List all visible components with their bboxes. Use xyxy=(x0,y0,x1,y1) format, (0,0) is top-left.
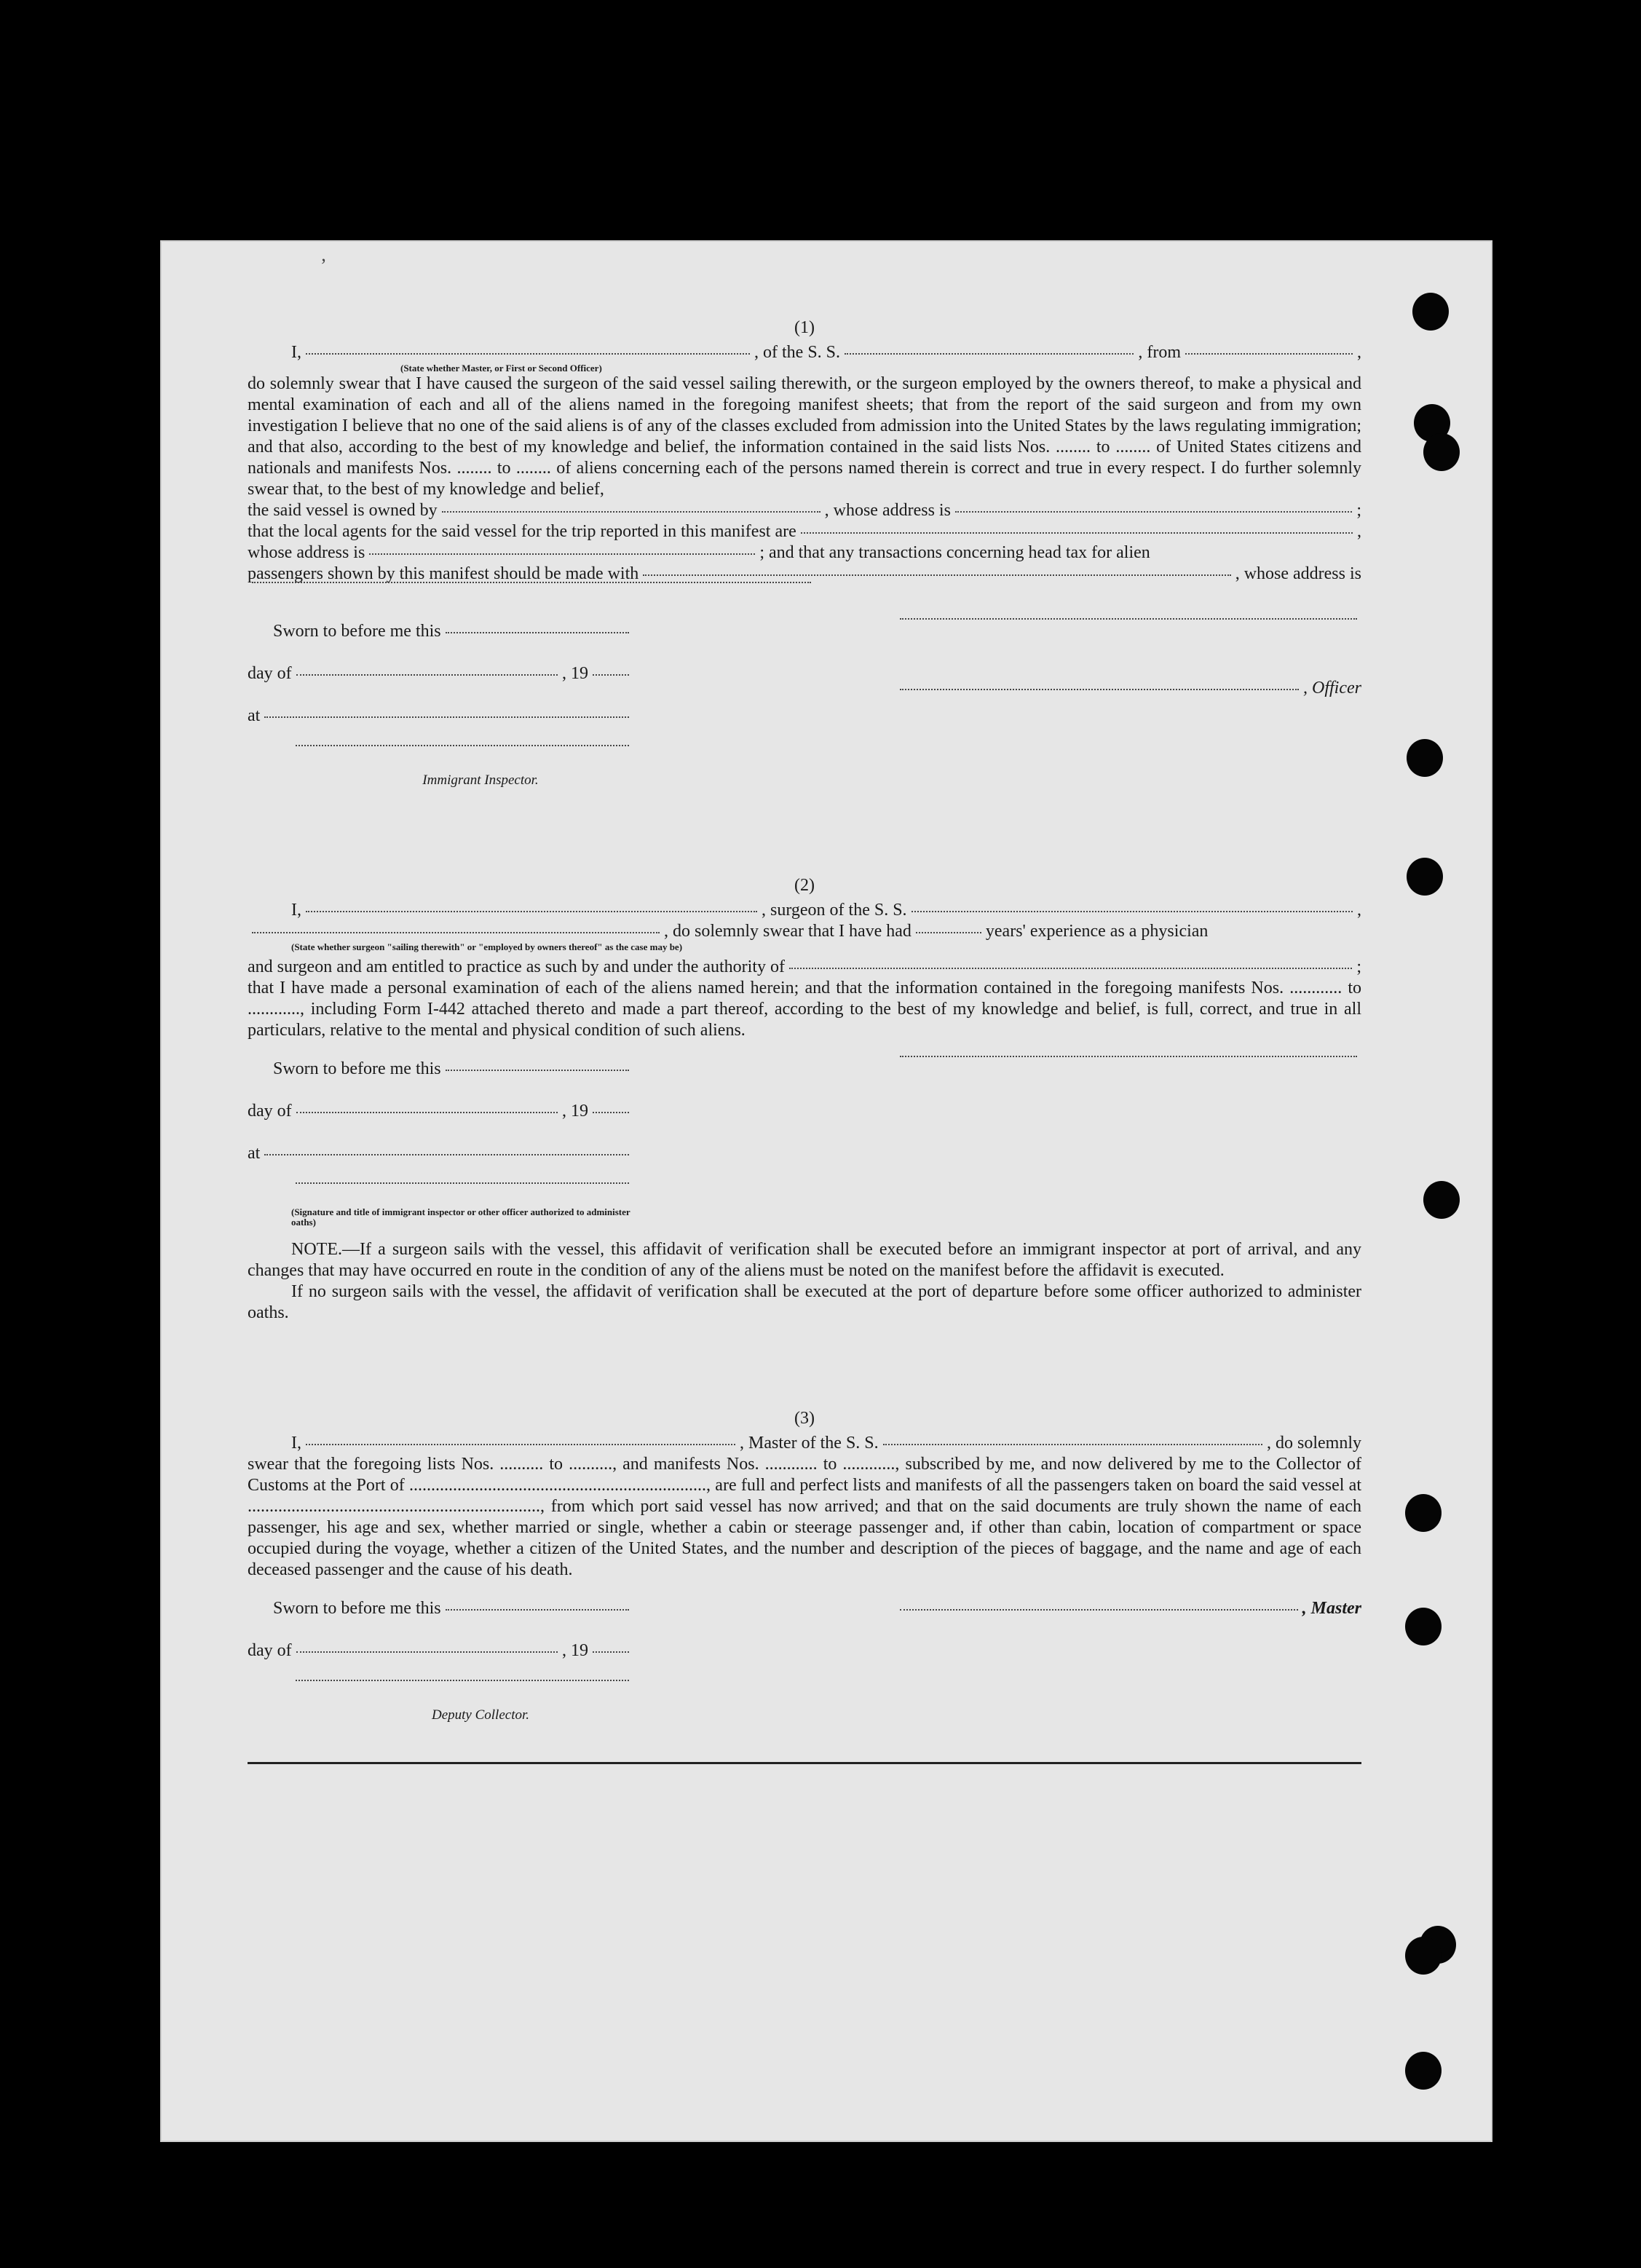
section-3-signatures xyxy=(248,1598,1361,1726)
section-2-signature-block xyxy=(895,1059,1361,1228)
section-1-sworn-block xyxy=(248,621,633,791)
officer-blank-field[interactable] xyxy=(900,618,1357,620)
text: whose address is xyxy=(248,543,365,562)
agents-address-line xyxy=(248,542,1361,564)
text: the said vessel is owned by xyxy=(248,501,438,520)
inspector-signature-field[interactable] xyxy=(296,745,629,746)
owner-address-field[interactable] xyxy=(955,511,1352,513)
year-field[interactable] xyxy=(593,1651,629,1653)
punch-hole xyxy=(1405,1494,1442,1532)
text: I, xyxy=(291,343,301,362)
officer-blank-row xyxy=(895,621,1361,663)
text: , from xyxy=(1138,343,1181,362)
text: , 19 xyxy=(562,1102,588,1121)
text: , do solemnly swear that I have had xyxy=(664,922,912,941)
section-1-body: do solemnly swear that I have caused the surgeon of the said vessel sailing therewith, or the surgeon employed by the owners thereof, to make a physical and mental examination of each and all of the aliens named in the foregoing manifest sheets; that from the report of the said surgeon and from my own investigation I believe that no one of the said aliens is of any of the classes excluded from admission into the United States by the laws regulating immigration; and that also, according to the best of my knowledge and belief, the information contained in the said lists Nos. ........ to ........ of United States citizens and nationals and manifests Nos. ........ to ........ of aliens concerning each of the persons named therein is correct and true in every respect. I do further solemnly swear that, to the best of my knowledge and belief, xyxy=(248,374,1361,499)
deputy-signature-field[interactable] xyxy=(296,1680,629,1681)
section-3-number: (3) xyxy=(794,1409,815,1428)
years-field[interactable] xyxy=(916,932,981,933)
head-tax-field[interactable] xyxy=(643,574,1230,576)
surgeon-name-field[interactable] xyxy=(306,911,757,912)
bottom-rule xyxy=(248,1762,1361,1764)
section-2-line-1 xyxy=(248,900,1361,921)
sworn-row xyxy=(248,1059,633,1101)
officer-label: , Officer xyxy=(1303,679,1361,698)
text: I, xyxy=(291,1434,301,1453)
section-2-number: (2) xyxy=(794,876,815,895)
note-paragraph xyxy=(248,1239,1361,1281)
text: day of xyxy=(248,664,292,683)
year-field[interactable] xyxy=(593,674,629,676)
punch-hole xyxy=(1405,1937,1442,1975)
text: , xyxy=(1357,522,1361,541)
agents-line xyxy=(248,521,1361,542)
master-vessel-field[interactable] xyxy=(883,1444,1262,1445)
section-2-signatures xyxy=(248,1059,1361,1228)
at-row xyxy=(248,1143,633,1185)
officer-row xyxy=(895,678,1361,720)
text: ; and that any transactions concerning head tax for alien xyxy=(759,543,1150,562)
agents-address-field[interactable] xyxy=(369,553,755,555)
deputy-sig-row xyxy=(248,1683,633,1704)
punch-hole xyxy=(1407,739,1443,777)
text: , do solemnly xyxy=(1267,1434,1361,1453)
section-1 xyxy=(248,313,1361,791)
section-3-line-1 xyxy=(248,1433,1361,1454)
authority-line xyxy=(248,957,1361,978)
section-1-officer-block xyxy=(895,621,1361,791)
text: , 19 xyxy=(562,664,588,683)
sworn-date-field[interactable] xyxy=(446,632,629,633)
text: , whose address is xyxy=(824,501,951,520)
master-label: , Master xyxy=(1302,1599,1361,1618)
section-2-line-2 xyxy=(248,921,1361,942)
vessel-field[interactable] xyxy=(845,353,1134,355)
text: I, xyxy=(291,901,301,920)
day-field[interactable] xyxy=(296,1112,558,1113)
text: , surgeon of the S. S. xyxy=(762,901,907,920)
text: , of the S. S. xyxy=(754,343,841,362)
surgeon-sig-row xyxy=(895,1059,1361,1101)
day-row xyxy=(248,663,633,706)
sworn-row xyxy=(248,621,633,663)
text: at xyxy=(248,706,261,725)
note-label: NOTE. xyxy=(291,1240,342,1259)
text: ; xyxy=(1356,501,1361,520)
section-1-note: (State whether Master, or First or Second Officer) xyxy=(400,363,602,374)
section-2-body: that I have made a personal examination of each of the aliens named herein; and that the information contained in the foregoing manifests Nos. ............ to ............, including Form I-442 attached thereto and made a part thereof, according to the best of my knowledge and belief, is full, correct, and true in all particulars, relative to the mental and physical condition of such aliens. xyxy=(248,979,1361,1040)
text: , Master of the S. S. xyxy=(740,1434,879,1453)
master-signature-field[interactable] xyxy=(900,1609,1298,1611)
text: , xyxy=(1357,901,1361,920)
owner-field[interactable] xyxy=(442,511,820,513)
section-3-sworn-block xyxy=(248,1598,633,1726)
head-tax-address-field[interactable] xyxy=(252,582,811,583)
section-3-body: swear that the foregoing lists Nos. .......... to .........., and manifests Nos. ............ to ............, subscribed by me, and now delivered by me to the Collector of Customs at the Port of ...................................................................., are full and perfect lists and manifests of all the passengers taken on board the said vessel at ..................................................................., from which port said vessel has now arrived; and that on the said documents are truly shown the name of each passenger, his age and sex, whether married or single, whether a cabin or steerage passenger and, if other than cabin, location of compartment or space occupied during the voyage, whether a citizen of the United States, and the number and description of the pieces of baggage, and the name and age of each deceased passenger and the cause of his death. xyxy=(248,1455,1361,1579)
document-page xyxy=(160,240,1492,2142)
text: and surgeon and am entitled to practice as such by and under the authority of xyxy=(248,957,785,976)
agents-field[interactable] xyxy=(801,532,1353,534)
text: passengers shown by this manifest should be made with xyxy=(248,564,639,583)
at-row xyxy=(248,706,633,748)
text: Sworn to before me this xyxy=(273,1059,441,1078)
text: , whose address is xyxy=(1235,564,1361,583)
sworn-date-field[interactable] xyxy=(446,1070,629,1071)
day-row xyxy=(248,1101,633,1143)
text: ; xyxy=(1356,957,1361,976)
document-content xyxy=(248,313,1361,1764)
surgeon-vessel-field[interactable] xyxy=(912,911,1353,912)
note-text: —If a surgeon sails with the vessel, this affidavit of verification shall be executed before an immigrant inspector at port of arrival, and any changes that may have occurred en route in the condition of any of the aliens must be noted on the manifest before the affidavit is executed. xyxy=(248,1240,1361,1280)
surgeon-type-field[interactable] xyxy=(252,932,660,933)
smudge-mark: ’ xyxy=(320,255,327,276)
master-sig-row xyxy=(895,1598,1361,1640)
officer-signature-field[interactable] xyxy=(900,689,1299,690)
section-3-master-block xyxy=(895,1598,1361,1726)
text: , xyxy=(1357,343,1361,362)
inspector-caption: Immigrant Inspector. xyxy=(422,773,539,788)
section-1-line-1 xyxy=(248,342,1361,363)
signature-caption: (Signature and title of immigrant inspector or other officer authorized to administer oaths) xyxy=(291,1206,630,1228)
officer-signature-field[interactable] xyxy=(296,1182,629,1184)
punch-hole xyxy=(1407,858,1443,896)
name-field[interactable] xyxy=(306,353,750,355)
text: day of xyxy=(248,1641,292,1660)
section-3 xyxy=(248,1404,1361,1764)
inspector-sig-row xyxy=(248,748,633,770)
head-tax-address-line xyxy=(248,585,815,599)
section-2-note: (State whether surgeon "sailing therewith" or "employed by owners thereof" as the case may be) xyxy=(291,941,683,952)
punch-hole xyxy=(1405,1608,1442,1645)
punch-hole xyxy=(1412,293,1449,331)
day-field[interactable] xyxy=(296,674,558,676)
year-field[interactable] xyxy=(593,1112,629,1113)
note-paragraph-2: If no surgeon sails with the vessel, the affidavit of verification shall be executed at the port of departure before some officer authorized to administer oaths. xyxy=(248,1282,1361,1322)
master-name-field[interactable] xyxy=(306,1444,735,1445)
text: Sworn to before me this xyxy=(273,622,441,641)
punch-hole xyxy=(1423,1181,1460,1219)
day-field[interactable] xyxy=(296,1651,558,1653)
at-field[interactable] xyxy=(264,1154,629,1155)
punch-hole xyxy=(1423,433,1460,471)
punch-hole xyxy=(1405,2052,1442,2090)
section-2-sworn-block xyxy=(248,1059,633,1228)
officer-sig-row xyxy=(248,1185,633,1207)
at-field[interactable] xyxy=(264,716,629,718)
deputy-caption: Deputy Collector. xyxy=(431,1707,530,1723)
sworn-row xyxy=(248,1598,633,1640)
section-2 xyxy=(248,871,1361,1324)
text: at xyxy=(248,1144,261,1163)
text: Sworn to before me this xyxy=(273,1599,441,1618)
from-field[interactable] xyxy=(1185,353,1353,355)
text: years' experience as a physician xyxy=(985,922,1209,941)
day-row xyxy=(248,1640,633,1683)
text: that the local agents for the said vessel for the trip reported in this manifest are xyxy=(248,522,796,541)
surgeon-signature-field[interactable] xyxy=(900,1056,1357,1057)
section-1-number: (1) xyxy=(794,318,815,337)
authority-field[interactable] xyxy=(789,968,1352,969)
text: day of xyxy=(248,1102,292,1121)
section-1-signatures xyxy=(248,621,1361,791)
owner-line xyxy=(248,500,1361,521)
sworn-date-field[interactable] xyxy=(446,1609,629,1611)
text: , 19 xyxy=(562,1641,588,1660)
